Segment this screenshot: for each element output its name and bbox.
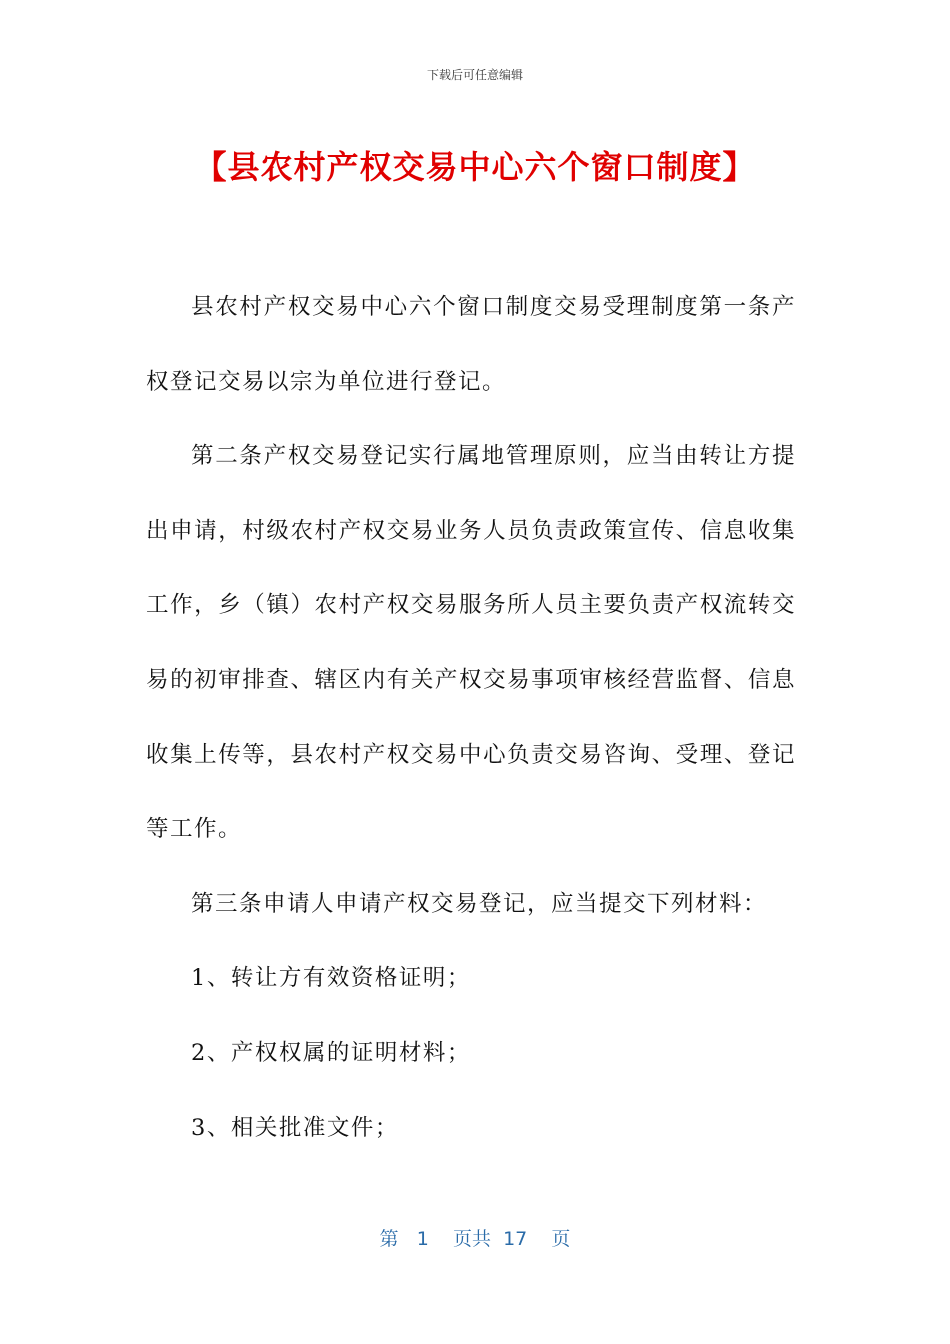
document-title: 【县农村产权交易中心六个窗口制度】: [194, 148, 756, 186]
total-pages-number: 17: [503, 1228, 528, 1250]
list-item: 3、相关批准文件；: [191, 1114, 399, 1141]
paragraph: 县农村产权交易中心六个窗口制度交易受理制度第一条产权登记交易以宗为单位进行登记。: [146, 294, 796, 395]
paragraph: 第二条产权交易登记实行属地管理原则，应当由转让方提出申请，村级农村产权交易业务人员负责政策宣传、信息收集工作，乡（镇）农村产权交易服务所人员主要负责产权流转交易的初审排查、辖区内有关产权交易事项审核经营监督、信息收集上传等，县农村产权交易中心负责交易咨询、受理、登记等工作。: [146, 443, 796, 843]
page-footer: [0, 1224, 950, 1251]
current-page-number: 1: [416, 1228, 429, 1250]
document-body: [146, 270, 796, 1165]
footer-prefix: 第: [379, 1228, 399, 1250]
list-item: 1、转让方有效资格证明；: [191, 965, 471, 992]
footer-middle: 页共: [452, 1228, 491, 1250]
list-item: 2、产权权属的证明材料；: [191, 1039, 471, 1066]
header-note: 下载后可任意编辑: [426, 68, 523, 82]
paragraph: 第三条申请人申请产权交易登记，应当提交下列材料：: [191, 890, 768, 917]
footer-suffix: 页: [551, 1228, 571, 1250]
